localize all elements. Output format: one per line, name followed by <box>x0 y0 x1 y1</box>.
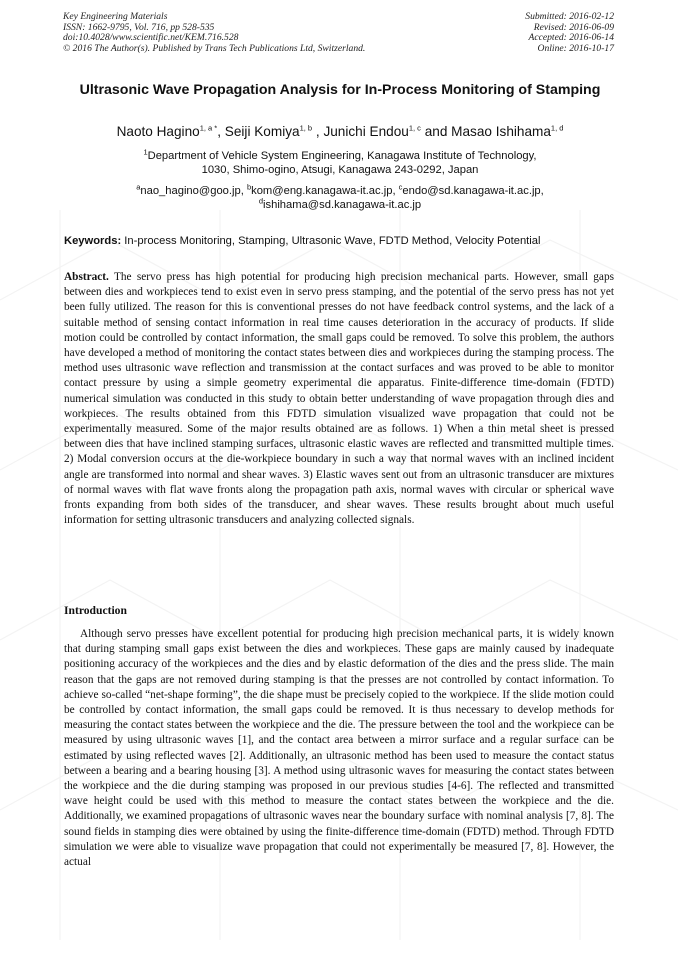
author-list <box>40 123 640 141</box>
author-affil-mark: 1, a * <box>199 123 218 133</box>
author-name: Seiji Komiya <box>224 124 300 139</box>
accepted-date: Accepted: 2016-06-14 <box>528 32 614 44</box>
affiliation <box>60 149 620 177</box>
affiliation-line-1: Department of Vehicle System Engineering, Kanagawa Institute of Technology, <box>147 150 537 162</box>
email-address[interactable]: nao_hagino@goo.jp <box>140 185 241 197</box>
submission-dates <box>525 12 614 54</box>
author-name: Naoto Hagino <box>116 124 200 139</box>
journal-name: Key Engineering Materials <box>63 11 168 22</box>
paper-title: Ultrasonic Wave Propagation Analysis for In-Process Monitoring of Stamping <box>79 82 601 98</box>
email-separator: , <box>392 185 399 197</box>
abstract-label: Abstract. <box>64 271 109 283</box>
online-date: Online: 2016-10-17 <box>537 42 614 54</box>
introduction-text: Although servo presses have excellent potential for producing high precision mechanical parts, it is widely known that during stamping small gaps exist between the dies and workpieces. These gaps are mainly caused by inadequate positioning accuracy of the workpieces and the dies and by elastic deformation of the dies and the press slide. The main reason that the gaps are not removed during stamping is that the presses are not controlled by contact information. To achieve so-called “net-shape forming”, the die shape must be precisely copied to the workpiece. If the slide motion could be controlled by contact information, the small gaps could be removed. It is thus necessary to develop methods for measuring the contact states between the workpiece and the die. The pressure between the tool and the workpiece can be measured by using ultrasonic waves [1], and the contact area between a mirror surface and a regular surface can be estimated by using reflected waves [2]. Additionally, an ultrasonic method has been used to measure the contact status between a bearing and a bearing housing [3]. A method using ultrasonic waves for measuring the contact states between the workpiece and the die during stamping was proposed in our previous studies [4-6]. The reflected and transmitted wave height could be used with this method to measure the contact states between the workpiece and the die. Additionally, we examined propagations of ultrasonic waves near the boundary surface with nominal analysis [7, 8]. The sound fields in stamping dies were obtained by using the finite-difference time-domain (FDTD) method. Through FDTD simulation we were able to visualize wave propagation that could not experimentally be measured [7, 8]. However, the actual <box>64 628 614 869</box>
submitted-date: Submitted: 2016-02-12 <box>525 11 614 22</box>
email-separator: , <box>240 185 247 197</box>
email-address[interactable]: ishihama@sd.kanagawa-it.ac.jp <box>263 198 422 211</box>
email-mark: b <box>246 182 252 192</box>
issn-line: ISSN: 1662-9795, Vol. 716, pp 528-535 <box>63 21 215 33</box>
author-separator: and <box>420 124 452 139</box>
author-separator: , <box>312 124 324 139</box>
keywords <box>64 234 624 248</box>
email-address[interactable]: endo@sd.kanagawa-it.ac.jp, <box>402 185 544 197</box>
author-name: Masao Ishihama <box>451 124 551 139</box>
email-list <box>60 182 620 212</box>
email-mark: a <box>136 182 141 192</box>
email-mark: c <box>398 182 403 192</box>
author-affil-mark: 1, d <box>550 123 564 133</box>
abstract <box>64 270 614 528</box>
revised-date: Revised: 2016-06-09 <box>533 21 614 33</box>
keywords-text: In-process Monitoring, Stamping, Ultrasonic Wave, FDTD Method, Velocity Potential <box>121 235 541 247</box>
doi-line: doi:10.4028/www.scientific.net/KEM.716.528 <box>63 32 239 44</box>
keywords-label: Keywords: <box>64 235 122 247</box>
introduction-heading: Introduction <box>64 604 127 617</box>
abstract-text: The servo press has high potential for producing high precision mechanical parts. However, small gaps between dies and workpieces tend to exist even in servo press stamping, and the potential of the servo press has not yet been fully utilized. The reason for this is conventional presses do not have feedback control systems, and the lack of a suitable method of sensing contact information in real time causes deterioration in the accuracy of products. If slide motion could be controlled by contact information, the small gaps could be removed. To solve this problem, the authors have developed a method of monitoring the contact states between dies and workpieces during the stamping process. The method uses ultrasonic wave reflection and transmission at the contact surfaces and was proved to be able to monitor contact pressure by using a simple geometry experimental die apparatus. Finite-difference time-domain (FDTD) numerical simulation was conducted in this study to obtain better understanding of wave propagation through dies and workpieces. The results obtained from this FDTD simulation visualized wave propagation that could not be experimentally measured. Some of the major results obtained are as follows. 1) When a thin metal sheet is pressed between dies that have inclined stamping surfaces, ultrasonic elastic waves are reflected and transmitted multiple times. 2) Modal conversion occurs at the die-workpiece boundary in such a way that normal waves with an inclined incident angle are transformed into normal and shear waves. 3) Elastic waves sent out from an ultrasonic transducer are mixtures of normal waves with flat wave fronts along the propagation path axis, normal waves with circular or spherical wave fronts expanding from both sides of the transducer, and shear waves. These results brought about much useful information for setting ultrasonic transducers and analyzing collected signals. <box>64 271 614 527</box>
affiliation-line-2: 1030, Shimo-ogino, Atsugi, Kanagawa 243-0292, Japan <box>201 164 479 176</box>
author-name: Junichi Endou <box>323 124 409 139</box>
copyright-line: © 2016 The Author(s). Published by Trans Tech Publications Ltd, Switzerland. <box>63 42 366 54</box>
affiliation-mark: 1 <box>143 147 148 157</box>
email-mark: d <box>258 195 264 205</box>
journal-info <box>63 12 365 54</box>
author-separator: , <box>217 124 225 139</box>
author-affil-mark: 1, b <box>299 123 313 133</box>
author-affil-mark: 1, c <box>408 123 421 133</box>
email-address[interactable]: kom@eng.kanagawa-it.ac.jp <box>251 185 393 197</box>
